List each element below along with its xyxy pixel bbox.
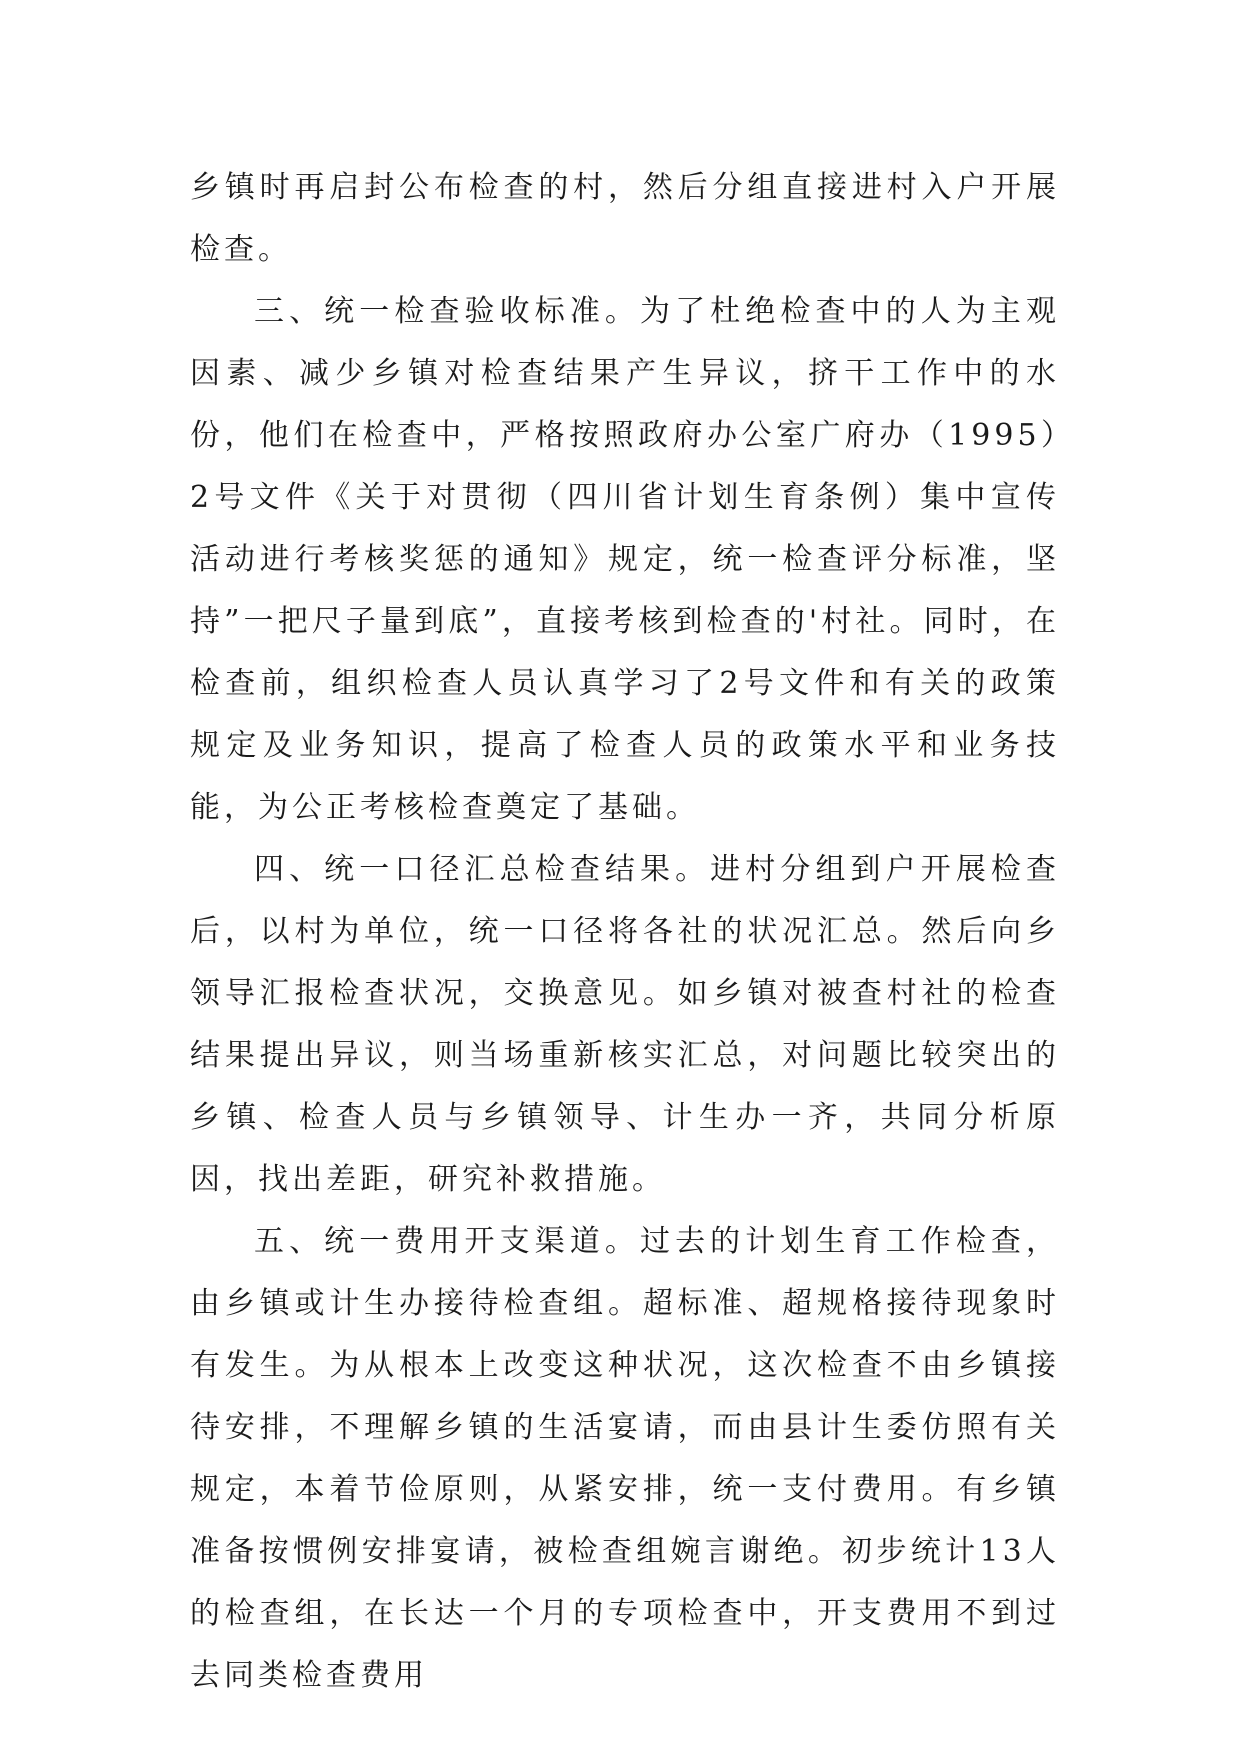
paragraph-continuation: 乡镇时再启封公布检查的村，然后分组直接进村入户开展检查。 [190, 170, 1060, 267]
paragraph-section-4: 四、统一口径汇总检查结果。进村分组到户开展检查后，以村为单位，统一口径将各社的状况汇总。然后向乡领导汇报检查状况，交换意见。如乡镇对被查村社的检查结果提出异议，则当场重新核实汇总，对问题比较突出的乡镇、检查人员与乡镇领导、计生办一齐，共同分析原因，找出差距，研究补救措施。 [190, 852, 1060, 1197]
paragraph-section-5: 五、统一费用开支渠道。过去的计划生育工作检查，由乡镇或计生办接待检查组。超标准、超规格接待现象时有发生。为从根本上改变这种状况，这次检查不由乡镇接待安排，不理解乡镇的生活宴请，而由县计生委仿照有关规定，本着节俭原则，从紧安排，统一支付费用。有乡镇准备按惯例安排宴请，被检查组婉言谢绝。初步统计13人的检查组，在长达一个月的专项检查中，开支费用不到过去同类检查费用 [190, 1224, 1060, 1693]
paragraph-section-3: 三、统一检查验收标准。为了杜绝检查中的人为主观因素、减少乡镇对检查结果产生异议，挤干工作中的水份，他们在检查中，严格按照政府办公室广府办（1995）2号文件《关于对贯彻（四川省计划生育条例）集中宣传活动进行考核奖惩的通知》规定，统一检查评分标准，坚持”一把尺子量到底”，直接考核到检查的'村社。同时，在检查前，组织检查人员认真学习了2号文件和有关的政策规定及业务知识，提高了检查人员的政策水平和业务技能，为公正考核检查奠定了基础。 [190, 294, 1060, 825]
document-body [190, 157, 1060, 1707]
